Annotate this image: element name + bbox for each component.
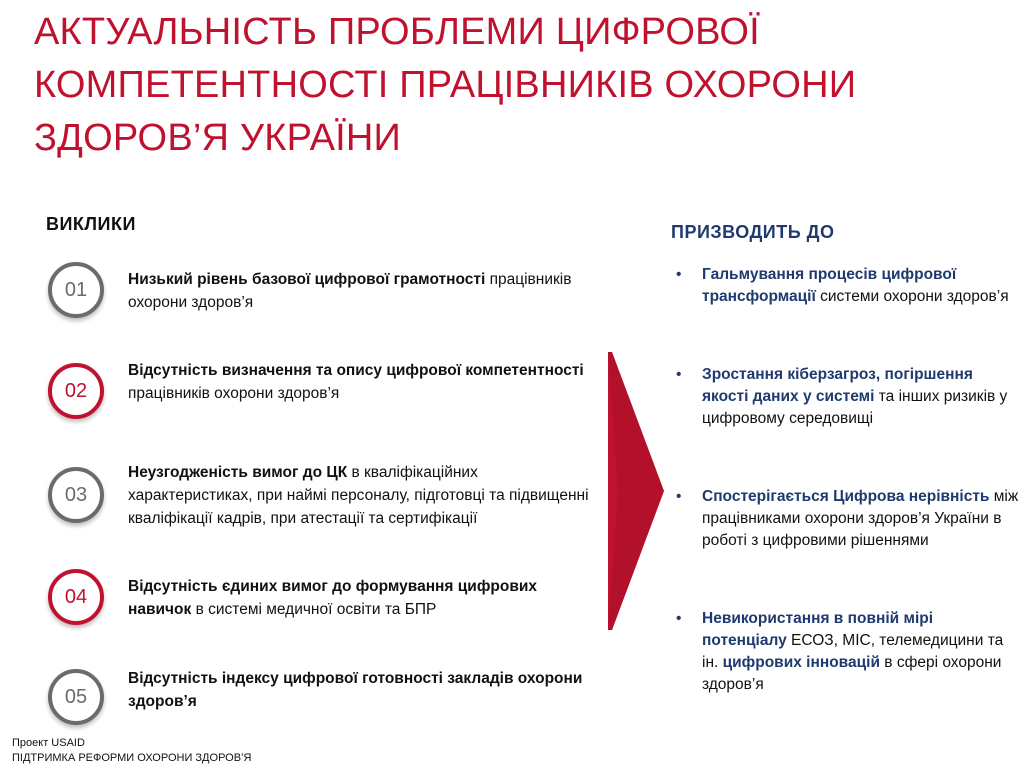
bullet-icon: • [676,366,682,383]
number-badge-04: 04 [48,569,104,625]
challenge-text-05 [128,667,598,713]
challenge-text-01 [128,268,598,314]
challenge-text-04 [128,575,598,621]
result-bold-4b: цифрових інновацій [722,654,880,671]
challenge-bold-04: Відсутність єдиних вимог до формування цифрових навичок [128,578,538,618]
result-rest-2: та інших ризиків у цифровому середовищі [702,388,1008,427]
challenge-text-03 [128,461,598,530]
challenge-text-02 [128,359,598,405]
challenge-rest-01: працівників охорони здоров’я [128,271,572,311]
number-badge-05: 05 [48,669,104,725]
number-badge-03: 03 [48,467,104,523]
result-bold-2: Зростання кіберзагроз, погіршення якості даних у системі [702,366,973,405]
challenge-bold-02: Відсутність визначення та опису цифрової компетентності [128,362,584,379]
result-rest-4a: ЕСОЗ, МІС, телемедицини та ін. [702,632,1004,671]
footer-line-2: ПІДТРИМКА РЕФОРМИ ОХОРОНИ ЗДОРОВ’Я [12,752,252,764]
result-bold-3: Спостерігається Цифрова нерівність [702,488,990,505]
result-text-4 [702,608,1022,696]
result-text-2 [702,364,1022,430]
bullet-icon: • [676,266,682,283]
results-heading: ПРИЗВОДИТЬ ДО [671,222,835,242]
challenge-bold-03: Неузгодженість вимог до ЦК [128,464,348,481]
challenge-rest-04: в системі медичної освіти та БПР [191,601,437,618]
bullet-icon: • [676,610,682,627]
challenge-bold-05: Відсутність індексу цифрової готовності закладів охорони здоров’я [128,670,583,710]
challenge-rest-03: в кваліфікаційних характеристиках, при наймі персоналу, підготовці та підвищенні кваліфікації кадрів, при атестації та сертифікації [128,464,589,527]
result-rest-1: системи охорони здоров’я [815,288,1009,305]
bullet-icon: • [676,488,682,505]
number-badge-01: 01 [48,262,104,318]
result-text-1 [702,264,1022,308]
number-badge-02: 02 [48,363,104,419]
challenge-bold-01: Низький рівень базової цифрової грамотності [128,271,486,288]
result-text-3 [702,486,1022,552]
result-bold-1: Гальмування процесів цифрової трансформації [702,266,957,305]
arrow-chevron-icon [608,352,666,630]
result-rest-3: між працівниками охорони здоров’я України в роботі з цифровими рішеннями [702,488,1019,549]
result-bold-4a: Невикористання в повній мірі потенціалу [702,610,934,649]
footer-line-1: Проект USAID [12,737,85,749]
result-rest-4b: в сфері охорони здоров’я [702,654,1002,693]
page-title: АКТУАЛЬНІСТЬ ПРОБЛЕМИ ЦИФРОВОЇ КОМПЕТЕНТНОСТІ ПРАЦІВНИКІВ ОХОРОНИ ЗДОРОВ’Я УКРАЇНИ [34,11,857,159]
challenge-rest-02: працівників охорони здоров’я [128,385,340,402]
footer [12,736,251,766]
challenges-heading: ВИКЛИКИ [46,214,136,234]
